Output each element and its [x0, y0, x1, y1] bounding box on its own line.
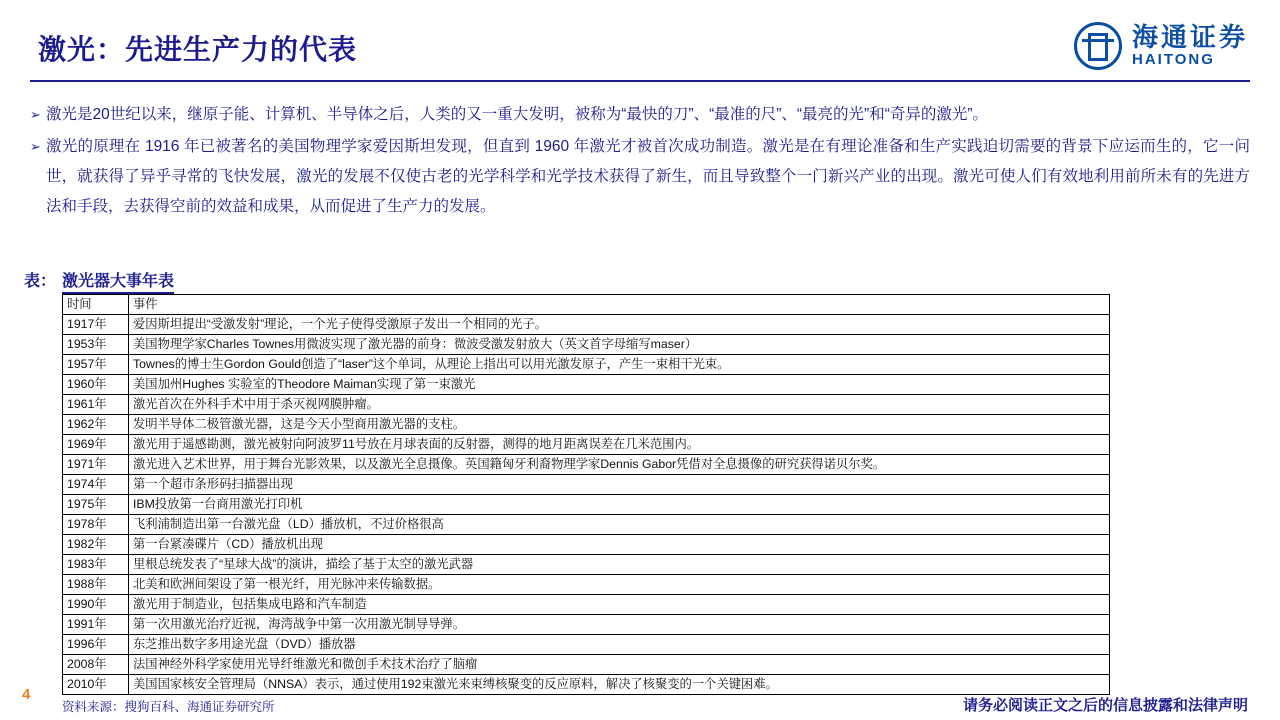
slide-header [0, 0, 1280, 90]
table-row [63, 615, 1110, 635]
table-row [63, 675, 1110, 695]
table-row [63, 455, 1110, 475]
cell-time: 1971年 [63, 455, 129, 475]
table-row [63, 435, 1110, 455]
cell-time: 1978年 [63, 515, 129, 535]
bullet-text: 激光是20世纪以来，继原子能、计算机、半导体之后，人类的又一重大发明，被称为“最快的刀”、“最准的尺”、“最亮的光”和“奇异的激光”。 [46, 106, 989, 123]
cell-time: 2010年 [63, 675, 129, 695]
disclaimer-text: 请务必阅读正文之后的信息披露和法律声明 [962, 697, 1248, 714]
table-caption-title: 激光器大事年表 [62, 268, 174, 294]
cell-event: 飞利浦制造出第一台激光盘（LD）播放机，不过价格很高 [129, 515, 1110, 535]
logo-chinese-name: 海通证券 [1131, 23, 1248, 53]
cell-time: 1957年 [63, 355, 129, 375]
cell-event: 爱因斯坦提出“受激发射”理论，一个光子使得受激原子发出一个相同的光子。 [129, 315, 1110, 335]
cell-event: 美国国家核安全管理局（NNSA）表示，通过使用192束激光来束缚核聚变的反应原料，解决了核聚变的一个关键困难。 [129, 675, 1110, 695]
table-row [63, 575, 1110, 595]
cell-time: 1991年 [63, 615, 129, 635]
cell-event: 激光用于制造业，包括集成电路和汽车制造 [129, 595, 1110, 615]
table-row [63, 655, 1110, 675]
cell-time: 1996年 [63, 635, 129, 655]
cell-event: 第一个超市条形码扫描器出现 [129, 475, 1110, 495]
cell-time: 1974年 [63, 475, 129, 495]
bullet-arrow-icon: ➢ [30, 107, 41, 122]
bullet-item [30, 132, 1250, 222]
table-row [63, 535, 1110, 555]
table-row [63, 335, 1110, 355]
cell-event: 第一次用激光治疗近视，海湾战争中第一次用激光制导导弹。 [129, 615, 1110, 635]
cell-time: 1983年 [63, 555, 129, 575]
header-divider [30, 80, 1250, 82]
cell-event: 激光进入艺术世界，用于舞台光影效果，以及激光全息摄像。英国籍匈牙利裔物理学家Dennis Gabor凭借对全息摄像的研究获得诺贝尔奖。 [129, 455, 1110, 475]
laser-milestones-table [62, 294, 1110, 695]
table-row [63, 495, 1110, 515]
cell-event: 发明半导体二极管激光器，这是今天小型商用激光器的支柱。 [129, 415, 1110, 435]
bullet-list [30, 100, 1250, 224]
table-row [63, 555, 1110, 575]
table-row [63, 375, 1110, 395]
cell-time: 1988年 [63, 575, 129, 595]
logo-english-name: HAITONG [1131, 50, 1215, 68]
column-header-time: 时间 [63, 295, 129, 315]
table-row [63, 475, 1110, 495]
haitong-logo [1074, 22, 1248, 70]
table-header-row [63, 295, 1110, 315]
source-note: 资料来源：搜狗百科、海通证券研究所 [62, 700, 275, 714]
cell-event: Townes的博士生Gordon Gould创造了“laser”这个单词，从理论上指出可以用光激发原子，产生一束相干光束。 [129, 355, 1110, 375]
table-row [63, 635, 1110, 655]
table-row [63, 515, 1110, 535]
cell-event: 美国物理学家Charles Townes用微波实现了激光器的前身：微波受激发射放大（英文首字母缩写maser） [129, 335, 1110, 355]
cell-time: 1962年 [63, 415, 129, 435]
cell-time: 1975年 [63, 495, 129, 515]
cell-time: 1960年 [63, 375, 129, 395]
cell-time: 2008年 [63, 655, 129, 675]
cell-time: 1953年 [63, 335, 129, 355]
cell-event: IBM投放第一台商用激光打印机 [129, 495, 1110, 515]
cell-time: 1961年 [63, 395, 129, 415]
bullet-item [30, 100, 1250, 130]
column-header-event: 事件 [129, 295, 1110, 315]
table-row [63, 355, 1110, 375]
table-row [63, 315, 1110, 335]
cell-time: 1982年 [63, 535, 129, 555]
cell-time: 1990年 [63, 595, 129, 615]
table-caption [24, 268, 174, 294]
table-caption-label: 表： [24, 273, 57, 290]
cell-event: 法国神经外科学家使用光导纤维激光和微创手术技术治疗了脑瘤 [129, 655, 1110, 675]
page-title: 激光：先进生产力的代表 [38, 34, 358, 65]
cell-event: 激光用于遥感勘测，激光被射向阿波罗11号放在月球表面的反射器，测得的地月距离误差在几米范围内。 [129, 435, 1110, 455]
table-row [63, 415, 1110, 435]
cell-event: 东芝推出数字多用途光盘（DVD）播放器 [129, 635, 1110, 655]
table-row [63, 395, 1110, 415]
cell-event: 激光首次在外科手术中用于杀灭视网膜肿瘤。 [129, 395, 1110, 415]
bullet-text: 激光的原理在 1916 年已被著名的美国物理学家爱因斯坦发现，但直到 1960 年激光才被首次成功制造。激光是在有理论准备和生产实践迫切需要的背景下应运而生的，它一问世，就获得了异乎寻常的飞快发展，激光的发展不仅使古老的光学科学和光学技术获得了新生，而且导致整个一门新兴产业的出现。激光可使人们有效地利用前所未有的先进方法和手段，去获得空前的效益和成果，从而促进了生产力的发展。 [46, 138, 1250, 215]
page-number: 4 [22, 686, 31, 703]
table-row [63, 595, 1110, 615]
cell-time: 1969年 [63, 435, 129, 455]
bullet-arrow-icon: ➢ [30, 139, 41, 154]
cell-event: 北美和欧洲间架设了第一根光纤，用光脉冲来传输数据。 [129, 575, 1110, 595]
cell-event: 第一台紧凑碟片（CD）播放机出现 [129, 535, 1110, 555]
logo-mark-icon [1074, 22, 1122, 70]
cell-event: 里根总统发表了“星球大战”的演讲，描绘了基于太空的激光武器 [129, 555, 1110, 575]
logo-text [1132, 24, 1248, 67]
cell-time: 1917年 [63, 315, 129, 335]
cell-event: 美国加州Hughes 实验室的Theodore Maiman实现了第一束激光 [129, 375, 1110, 395]
